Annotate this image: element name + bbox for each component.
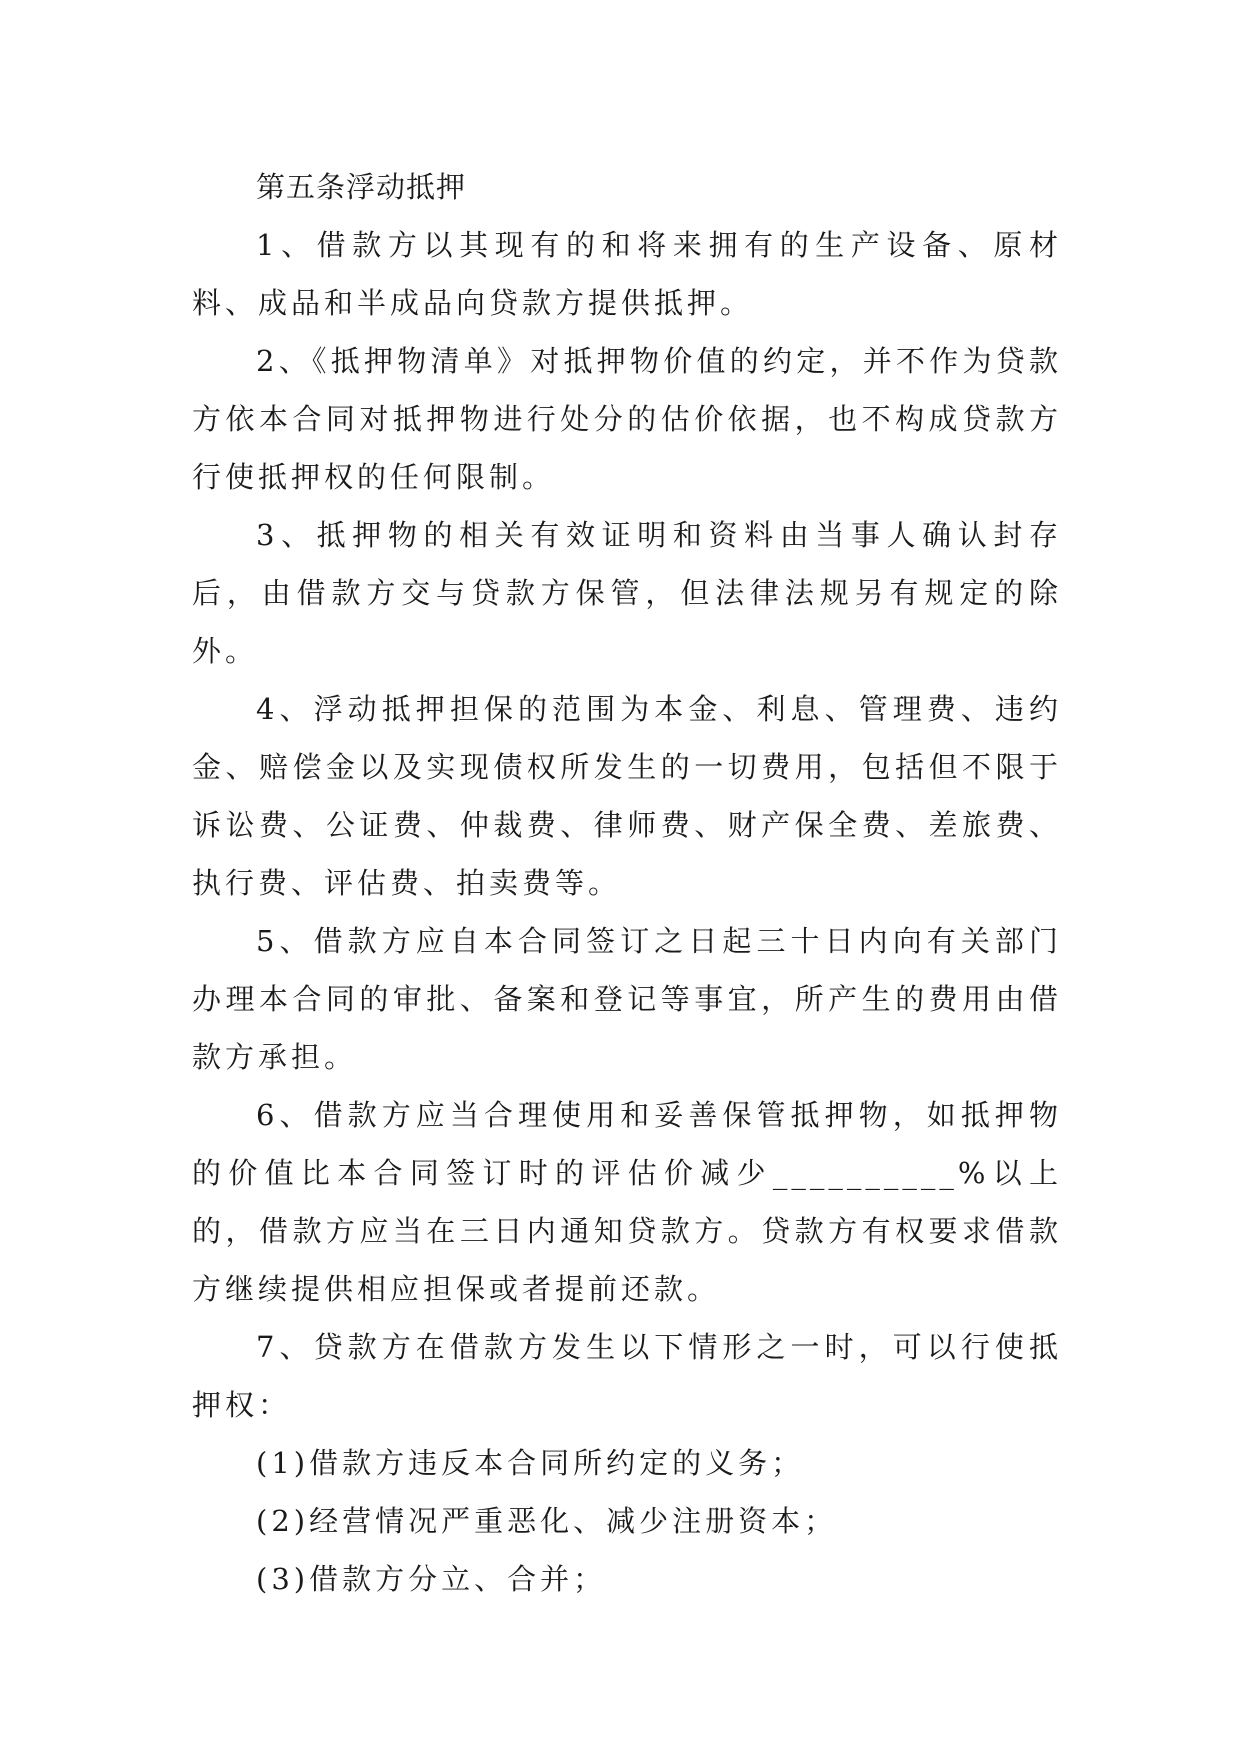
clause-2: 2、《抵押物清单》对抵押物价值的约定，并不作为贷款方依本合同对抵押物进行处分的估价依据，也不构成贷款方行使抵押权的任何限制。: [192, 344, 1062, 494]
clause-1: 1、借款方以其现有的和将来拥有的生产设备、原材料、成品和半成品向贷款方提供抵押。: [192, 228, 1062, 320]
document-body: [192, 158, 1062, 1608]
clause-7-item-2: (2)经营情况严重恶化、减少注册资本；: [256, 1504, 838, 1538]
clause-7-item-1: (1)借款方违反本合同所约定的义务；: [256, 1446, 805, 1480]
clause-7: 7、贷款方在借款方发生以下情形之一时，可以行使抵押权：: [192, 1330, 1062, 1422]
clause-5: 5、借款方应自本合同签订之日起三十日内向有关部门办理本合同的审批、备案和登记等事宜，所产生的费用由借款方承担。: [192, 924, 1062, 1074]
clause-4: 4、浮动抵押担保的范围为本金、利息、管理费、违约金、赔偿金以及实现债权所发生的一切费用，包括但不限于诉讼费、公证费、仲裁费、律师费、财产保全费、差旅费、执行费、评估费、拍卖费等。: [192, 692, 1062, 900]
clause-7-item-3: (3)借款方分立、合并；: [256, 1562, 607, 1596]
clause-6: 6、借款方应当合理使用和妥善保管抵押物，如抵押物的价值比本合同签订时的评估价减少__________%以上的，借款方应当在三日内通知贷款方。贷款方有权要求借款方继续提供相应担保或者提前还款。: [192, 1098, 1062, 1306]
article-heading: 第五条浮动抵押: [256, 170, 467, 204]
clause-3: 3、抵押物的相关有效证明和资料由当事人确认封存后，由借款方交与贷款方保管，但法律法规另有规定的除外。: [192, 518, 1062, 668]
